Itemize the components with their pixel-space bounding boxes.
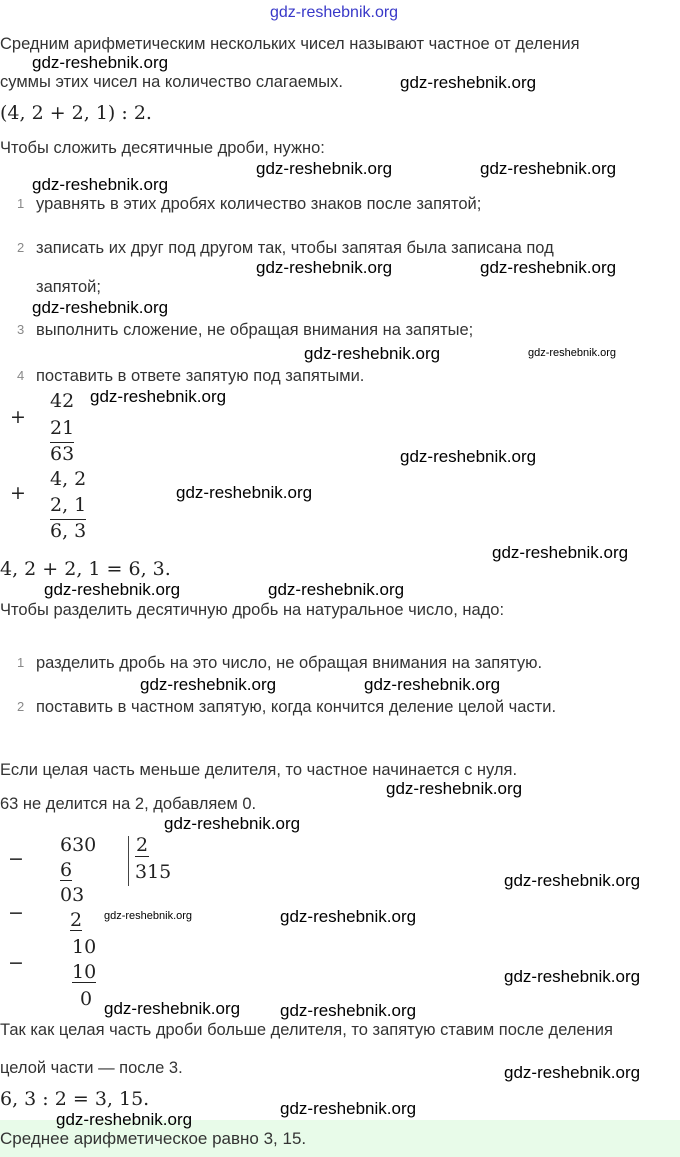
sum-result: 4, 2 + 2, 1 = 6, 3.: [0, 558, 171, 580]
list-item: выполнить сложение, не обращая внимания на запятые;: [36, 321, 474, 339]
watermark: gdz-reshebnik.org: [386, 779, 523, 798]
list-number: 3: [17, 322, 25, 337]
minus-sign: −: [8, 952, 24, 974]
list-item: поставить в ответе запятую под запятыми.: [36, 367, 365, 385]
addend: 2, 1: [50, 494, 87, 516]
watermark: gdz-reshebnik.org: [56, 1110, 193, 1129]
list-number: 4: [17, 368, 25, 383]
addend: 42: [50, 390, 75, 412]
list-item: уравнять в этих дробях количество знаков после запятой;: [36, 195, 482, 213]
dividend: 630: [60, 834, 97, 856]
watermark: gdz-reshebnik.org: [90, 387, 227, 406]
answer-text: Среднее арифметическое равно 3, 15.: [0, 1129, 307, 1148]
plus-sign: +: [10, 482, 26, 504]
add-rule-title: Чтобы сложить десятичные дроби, нужно:: [0, 139, 325, 157]
list-item: разделить дробь на это число, не обращая внимания на запятую.: [36, 654, 543, 672]
minus-sign: −: [8, 902, 24, 924]
note-2: 63 не делится на 2, добавляем 0.: [0, 795, 257, 813]
watermark: gdz-reshebnik.org: [400, 447, 537, 466]
watermark: gdz-reshebnik.org: [32, 53, 169, 72]
intro-expression: (4, 2 + 2, 1) : 2.: [0, 102, 152, 124]
list-item-continuation: запятой;: [36, 278, 101, 296]
intro-line-1: Средним арифметическим нескольких чисел называют частное от деления: [0, 35, 580, 53]
watermark: gdz-reshebnik.org: [504, 967, 641, 986]
div-rule-title: Чтобы разделить десятичную дробь на натуральное число, надо:: [0, 601, 505, 619]
subtrahend: 2: [70, 909, 83, 931]
watermark: gdz-reshebnik.org: [176, 483, 313, 502]
list-number: 2: [17, 699, 25, 714]
watermark: gdz-reshebnik.org: [104, 910, 193, 922]
watermark: gdz-reshebnik.org: [32, 298, 169, 317]
division-result: 6, 3 : 2 = 3, 15.: [0, 1088, 150, 1110]
watermark: gdz-reshebnik.org: [164, 814, 301, 833]
watermark: gdz-reshebnik.org: [480, 258, 617, 277]
plus-sign: +: [10, 406, 26, 428]
watermark: gdz-reshebnik.org: [364, 675, 501, 694]
list-item: записать их друг под другом так, чтобы запятая была записана под: [36, 239, 554, 257]
watermark: gdz-reshebnik.org: [504, 1063, 641, 1082]
addend: 21: [50, 417, 75, 439]
minus-sign: −: [8, 848, 24, 870]
watermark: gdz-reshebnik.org: [492, 543, 629, 562]
header-watermark[interactable]: gdz-reshebnik.org: [270, 4, 399, 21]
note-3-line-2: целой части — после 3.: [0, 1059, 183, 1077]
watermark: gdz-reshebnik.org: [268, 580, 405, 599]
watermark: gdz-reshebnik.org: [528, 347, 617, 359]
division-bar: [128, 836, 129, 886]
quotient: 315: [135, 861, 172, 883]
watermark: gdz-reshebnik.org: [480, 159, 617, 178]
subtrahend: 6: [60, 859, 73, 881]
watermark: gdz-reshebnik.org: [256, 258, 393, 277]
sum: 63: [50, 443, 75, 465]
list-item: поставить в частном запятую, когда кончится деление целой части.: [36, 698, 557, 716]
watermark: gdz-reshebnik.org: [140, 675, 277, 694]
divisor: 2: [136, 834, 149, 856]
watermark: gdz-reshebnik.org: [304, 344, 441, 363]
note-1: Если целая часть меньше делителя, то частное начинается с нуля.: [0, 761, 518, 779]
sum: 6, 3: [50, 520, 87, 542]
watermark: gdz-reshebnik.org: [104, 999, 241, 1018]
list-number: 2: [17, 240, 25, 255]
note-3-line-1: Так как целая часть дроби больше делителя, то запятую ставим после деления: [0, 1021, 613, 1039]
list-number: 1: [17, 655, 25, 670]
watermark: gdz-reshebnik.org: [280, 1001, 417, 1020]
watermark: gdz-reshebnik.org: [256, 159, 393, 178]
addend: 4, 2: [50, 468, 87, 490]
subtrahend: 10: [72, 961, 97, 983]
watermark: gdz-reshebnik.org: [280, 907, 417, 926]
watermark: gdz-reshebnik.org: [44, 580, 181, 599]
list-number: 1: [17, 196, 25, 211]
remainder: 10: [72, 936, 97, 958]
intro-line-2: суммы этих чисел на количество слагаемых.: [0, 73, 343, 91]
watermark: gdz-reshebnik.org: [32, 175, 169, 194]
remainder: 03: [60, 884, 85, 906]
remainder: 0: [80, 988, 93, 1010]
watermark: gdz-reshebnik.org: [504, 871, 641, 890]
watermark: gdz-reshebnik.org: [400, 73, 537, 92]
watermark: gdz-reshebnik.org: [280, 1099, 417, 1118]
